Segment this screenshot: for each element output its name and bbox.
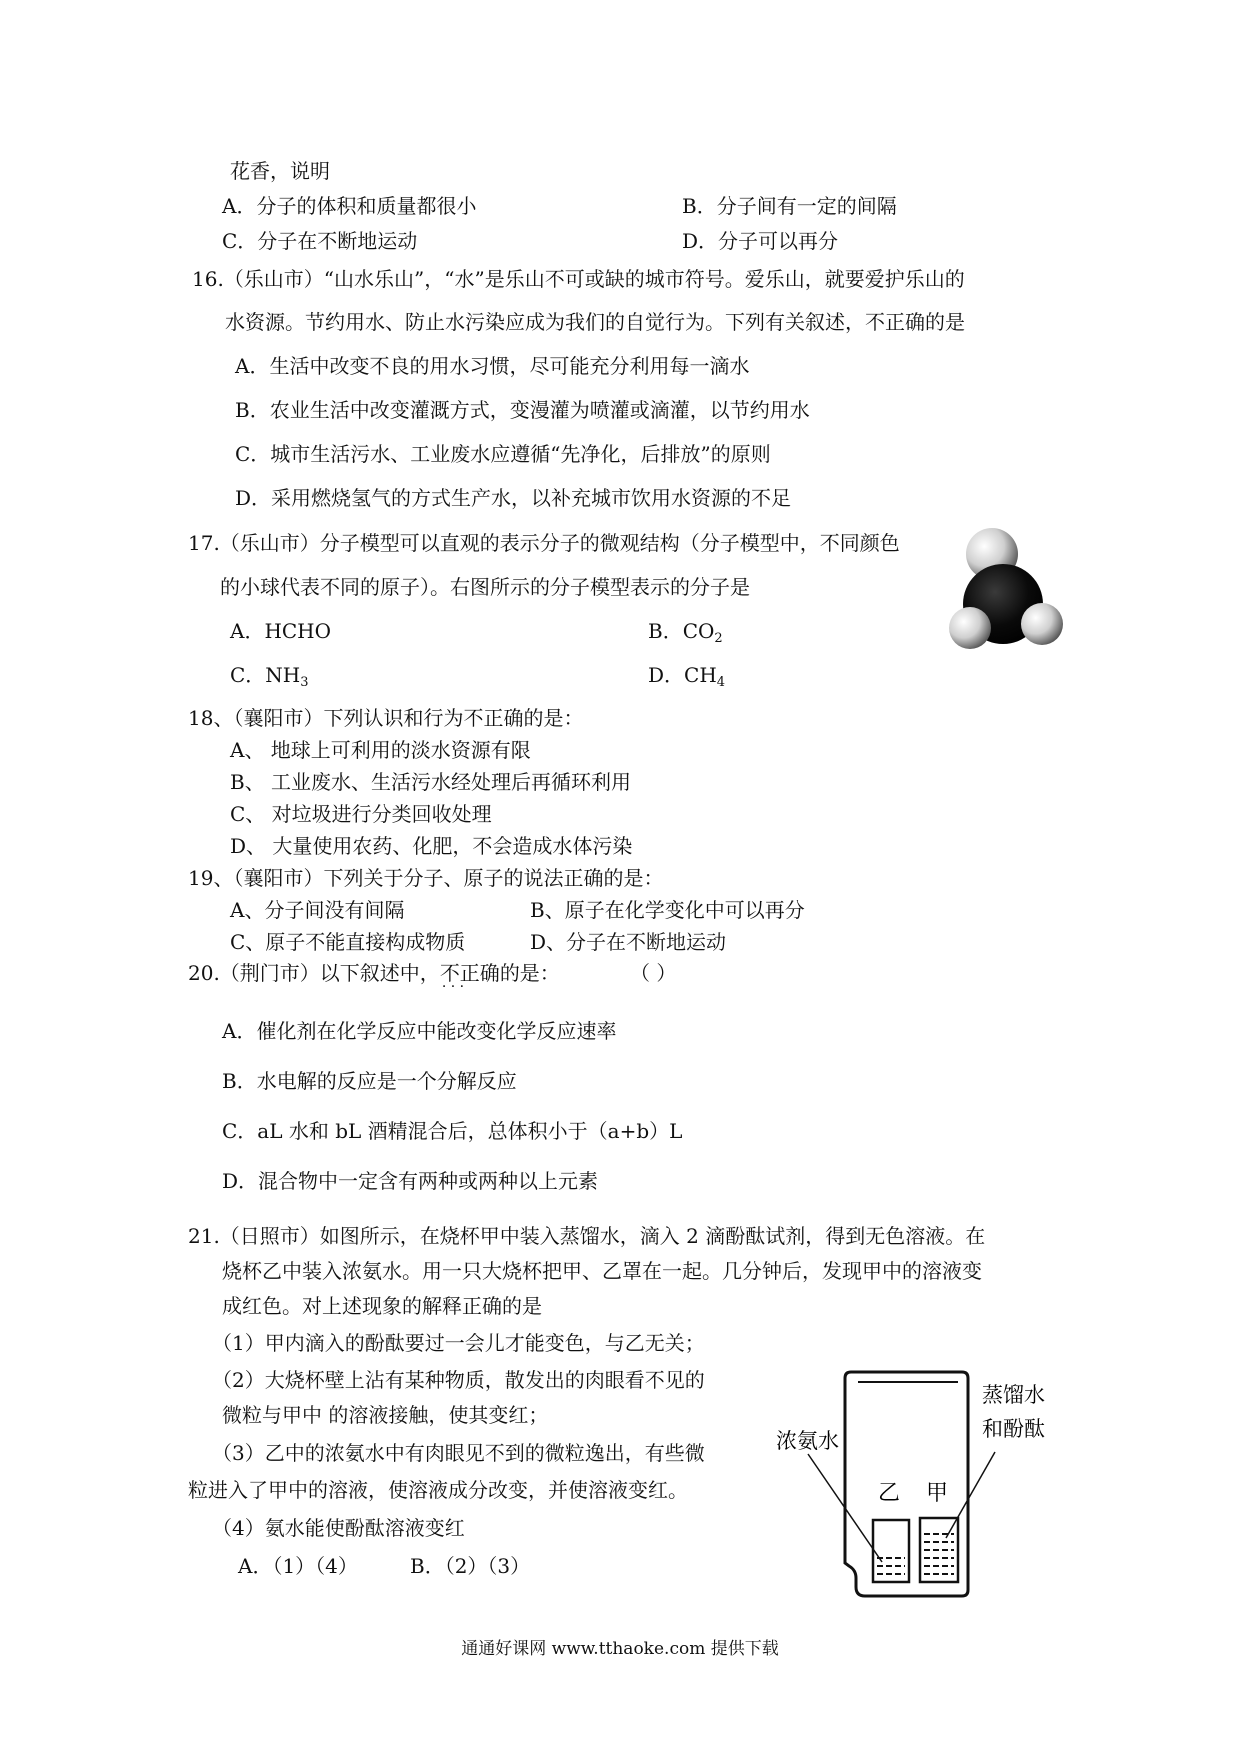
q21-stem-line2: 烧杯乙中装入浓氨水。用一只大烧杯把甲、乙罩在一起。几分钟后，发现甲中的溶液变 (222, 1259, 982, 1283)
q20-option-c: C．aL 水和 bL 酒精混合后，总体积小于（a+b）L (222, 1119, 683, 1143)
q16-stem-line1: 16.（乐山市）“山水乐山”，“水”是乐山不可或缺的城市符号。爱乐山，就要爱护乐山的 (192, 267, 965, 291)
q17-stem-line2: 的小球代表不同的原子）。右图所示的分子模型表示的分子是 (220, 575, 750, 599)
q21-option-a: A．（1）（4） (238, 1554, 358, 1578)
q17-option-b: B．$CO_2$ (648, 619, 723, 646)
q21-statement-2a: （2）大烧杯壁上沾有某种物质，散发出的肉眼看不见的 (212, 1368, 705, 1392)
q20-answer-bracket: （ ） (630, 961, 677, 985)
q20-option-a: A．催化剂在化学反应中能改变化学反应速率 (222, 1019, 617, 1043)
q21-stem-line1: 21.（日照市）如图所示，在烧杯甲中装入蒸馏水，滴入 2 滴酚酞试剂，得到无色溶液。在 (188, 1224, 986, 1248)
leader-line-right (946, 1452, 995, 1538)
q16-option-d: D．采用燃烧氢气的方式生产水，以补充城市饮用水资源的不足 (235, 486, 792, 510)
q16-stem-line2: 水资源。节约用水、防止水污染应成为我们的自觉行为。下列有关叙述，不正确的是 (225, 310, 965, 334)
q17-option-d: D．$CH_4$ (648, 663, 726, 690)
large-beaker (845, 1372, 968, 1596)
q21-option-b: B．（2）（3） (410, 1554, 531, 1578)
q21-stem-line3: 成红色。对上述现象的解释正确的是 (222, 1294, 542, 1318)
q20-stem: 20.（荆门市）以下叙述中，不正确 · · ·的是： (188, 960, 560, 986)
q16-option-a: A．生活中改变不良的用水习惯，尽可能充分利用每一滴水 (235, 354, 750, 378)
q15-option-a: A．分子的体积和质量都很小 (222, 194, 477, 218)
q15-option-b: B．分子间有一定的间隔 (682, 194, 897, 218)
q21-statement-1: （1）甲内滴入的酚酞要过一会儿才能变色，与乙无关； (212, 1331, 705, 1355)
q19-stem: 19、（襄阳市）下列关于分子、原子的说法正确的是： (188, 866, 664, 890)
q15-option-c: C．分子在不断地运动 (222, 229, 418, 253)
molecule-model-figure (940, 520, 1070, 655)
q18-option-d: D、 大量使用农药、化肥，不会造成水体污染 (230, 834, 633, 858)
atom-small-right (1021, 603, 1063, 645)
q21-statement-3a: （3）乙中的浓氨水中有肉眼见不到的微粒逸出，有些微 (212, 1441, 705, 1465)
q21-statement-3b: 粒进入了甲中的溶液，使溶液成分改变，并使溶液变红。 (188, 1478, 688, 1502)
label-ammonia: 浓氨水 (776, 1429, 839, 1453)
q16-option-c: C．城市生活污水、工业废水应遵循“先净化，后排放”的原则 (235, 442, 771, 466)
q16-option-b: B．农业生活中改变灌溉方式，变漫灌为喷灌或滴灌，以节约用水 (235, 398, 810, 422)
beaker-apparatus-figure (770, 1370, 1070, 1610)
q19-option-d: D、分子在不断地运动 (530, 930, 727, 954)
q15-option-d: D．分子可以再分 (682, 229, 839, 253)
atom-small-left (949, 607, 991, 649)
q18-option-c: C、 对垃圾进行分类回收处理 (230, 802, 492, 826)
q19-option-b: B、原子在化学变化中可以再分 (530, 898, 805, 922)
q21-statement-2b: 微粒与甲中 的溶液接触，使其变红； (222, 1403, 549, 1427)
q21-statement-4: （4）氨水能使酚酞溶液变红 (212, 1516, 465, 1540)
q17-option-c: C．$NH_3$ (230, 663, 309, 690)
page-footer: 通通好课网 www.tthaoke.com 提供下载 (461, 1639, 779, 1659)
q18-option-b: B、 工业废水、生活污水经处理后再循环利用 (230, 770, 632, 794)
q17-option-a: A．HCHO (230, 619, 332, 643)
label-beaker-jia: 甲 (926, 1481, 949, 1506)
q15-stem-tail: 花香，说明 (230, 159, 330, 183)
q19-option-c: C、原子不能直接构成物质 (230, 930, 466, 954)
q17-stem-line1: 17.（乐山市）分子模型可以直观的表示分子的微观结构（分子模型中，不同颜色 (188, 531, 900, 555)
q20-option-d: D．混合物中一定含有两种或两种以上元素 (222, 1169, 599, 1193)
beaker-yi (873, 1520, 909, 1582)
q18-stem: 18、（襄阳市）下列认识和行为不正确的是： (188, 706, 584, 730)
label-phenolphthalein: 和酚酞 (982, 1417, 1045, 1441)
q20-option-b: B．水电解的反应是一个分解反应 (222, 1069, 517, 1093)
q20-emphasis: 不正确 · · · (440, 960, 500, 986)
label-beaker-yi: 乙 (878, 1481, 901, 1506)
q18-option-a: A、 地球上可利用的淡水资源有限 (230, 738, 531, 762)
label-distilled-water: 蒸馏水 (982, 1383, 1045, 1407)
q19-option-a: A、分子间没有间隔 (230, 898, 405, 922)
